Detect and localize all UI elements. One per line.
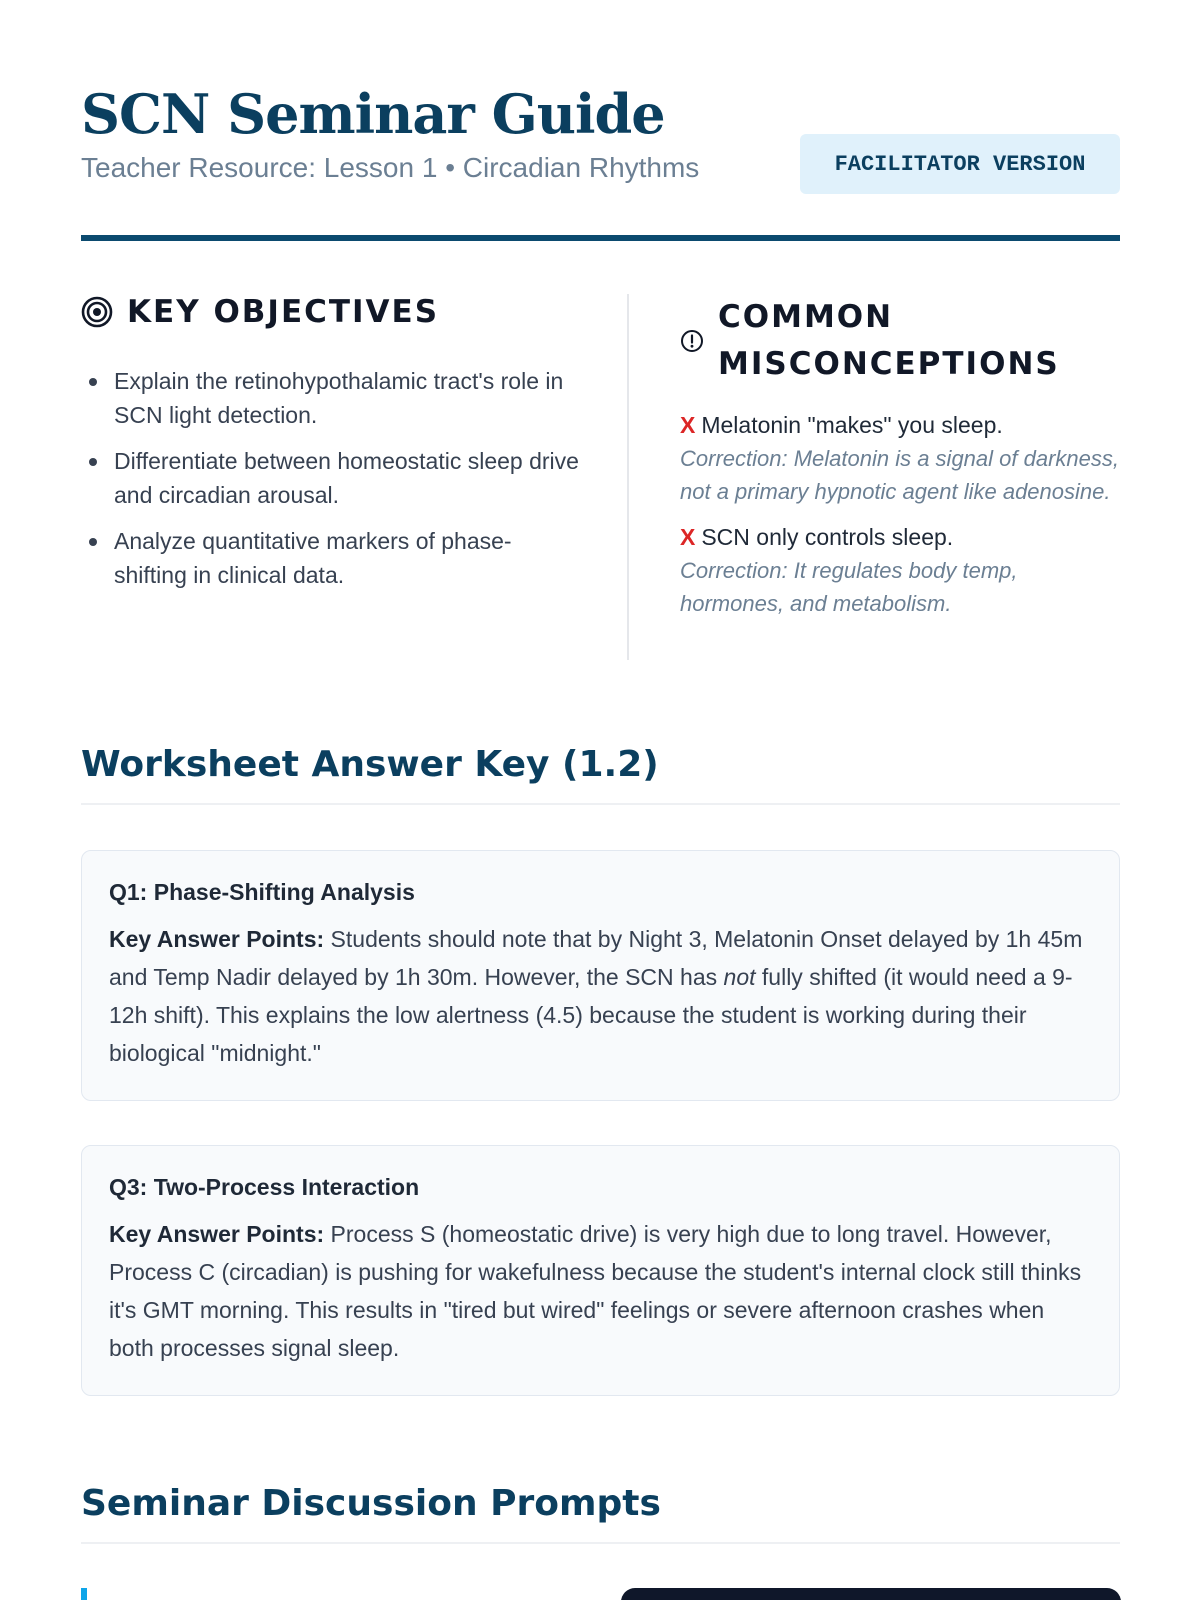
list-item: Differentiate between homeostatic sleep drive and circadian arousal. bbox=[81, 444, 581, 512]
misconception-statement: SCN only controls sleep. bbox=[701, 524, 954, 550]
objectives-heading bbox=[81, 294, 581, 330]
page-header bbox=[81, 76, 1120, 241]
misconceptions-section bbox=[680, 294, 1125, 632]
prompt-dark-panel bbox=[621, 1588, 1121, 1600]
page-subtitle: Teacher Resource: Lesson 1 • Circadian Rhythms bbox=[81, 152, 700, 183]
objectives-list bbox=[81, 364, 581, 592]
prompt-accent-bar bbox=[81, 1588, 87, 1600]
discussion-heading: Seminar Discussion Prompts bbox=[81, 1483, 1120, 1544]
column-divider bbox=[627, 294, 629, 660]
misconception-correction: Correction: It regulates body temp, hormones, and metabolism. bbox=[680, 558, 1018, 616]
facilitator-badge: FACILITATOR VERSION bbox=[800, 134, 1120, 194]
card-question: Q1: Phase-Shifting Analysis bbox=[109, 879, 415, 905]
list-item bbox=[680, 408, 1125, 508]
list-item: Analyze quantitative markers of phase-shifting in clinical data. bbox=[81, 524, 581, 592]
card-answer: Key Answer Points: Process S (homeostatic drive) is very high due to long travel. However, Process C (circadian) is pushing for wakefulness because the student's internal clock still thinks it's GMT morning. This results in "tired but wired" feelings or severe afternoon crashes when both processes signal sleep. bbox=[109, 1221, 1082, 1361]
x-mark-icon: X bbox=[680, 524, 696, 550]
misconception-correction: Correction: Melatonin is a signal of darkness, not a primary hypnotic agent like adenosine. bbox=[680, 446, 1119, 504]
answer-key-heading: Worksheet Answer Key (1.2) bbox=[81, 744, 1120, 805]
alert-circle-icon bbox=[680, 329, 704, 353]
misconceptions-heading-text: COMMON MISCONCEPTIONS bbox=[718, 299, 1060, 382]
misconception-statement: Melatonin "makes" you sleep. bbox=[701, 412, 1003, 438]
answer-card bbox=[81, 850, 1120, 1101]
answer-card bbox=[81, 1145, 1120, 1396]
page-title: SCN Seminar Guide bbox=[81, 82, 665, 146]
list-item: Explain the retinohypothalamic tract's role in SCN light detection. bbox=[81, 364, 581, 432]
misconceptions-list bbox=[680, 408, 1125, 620]
x-mark-icon: X bbox=[680, 412, 696, 438]
card-answer: Key Answer Points: Students should note that by Night 3, Melatonin Onset delayed by 1h 45m and Temp Nadir delayed by 1h 30m. However, the SCN has not fully shifted (it would need a 9-12h shift). This explains the low alertness (4.5) because the student is working during their biological "midnight." bbox=[109, 926, 1083, 1066]
card-question: Q3: Two-Process Interaction bbox=[109, 1174, 420, 1200]
objectives-section bbox=[81, 294, 581, 604]
misconceptions-heading bbox=[680, 294, 1125, 388]
target-icon bbox=[81, 296, 113, 328]
list-item bbox=[680, 520, 1125, 620]
objectives-heading-text: KEY OBJECTIVES bbox=[127, 294, 440, 330]
